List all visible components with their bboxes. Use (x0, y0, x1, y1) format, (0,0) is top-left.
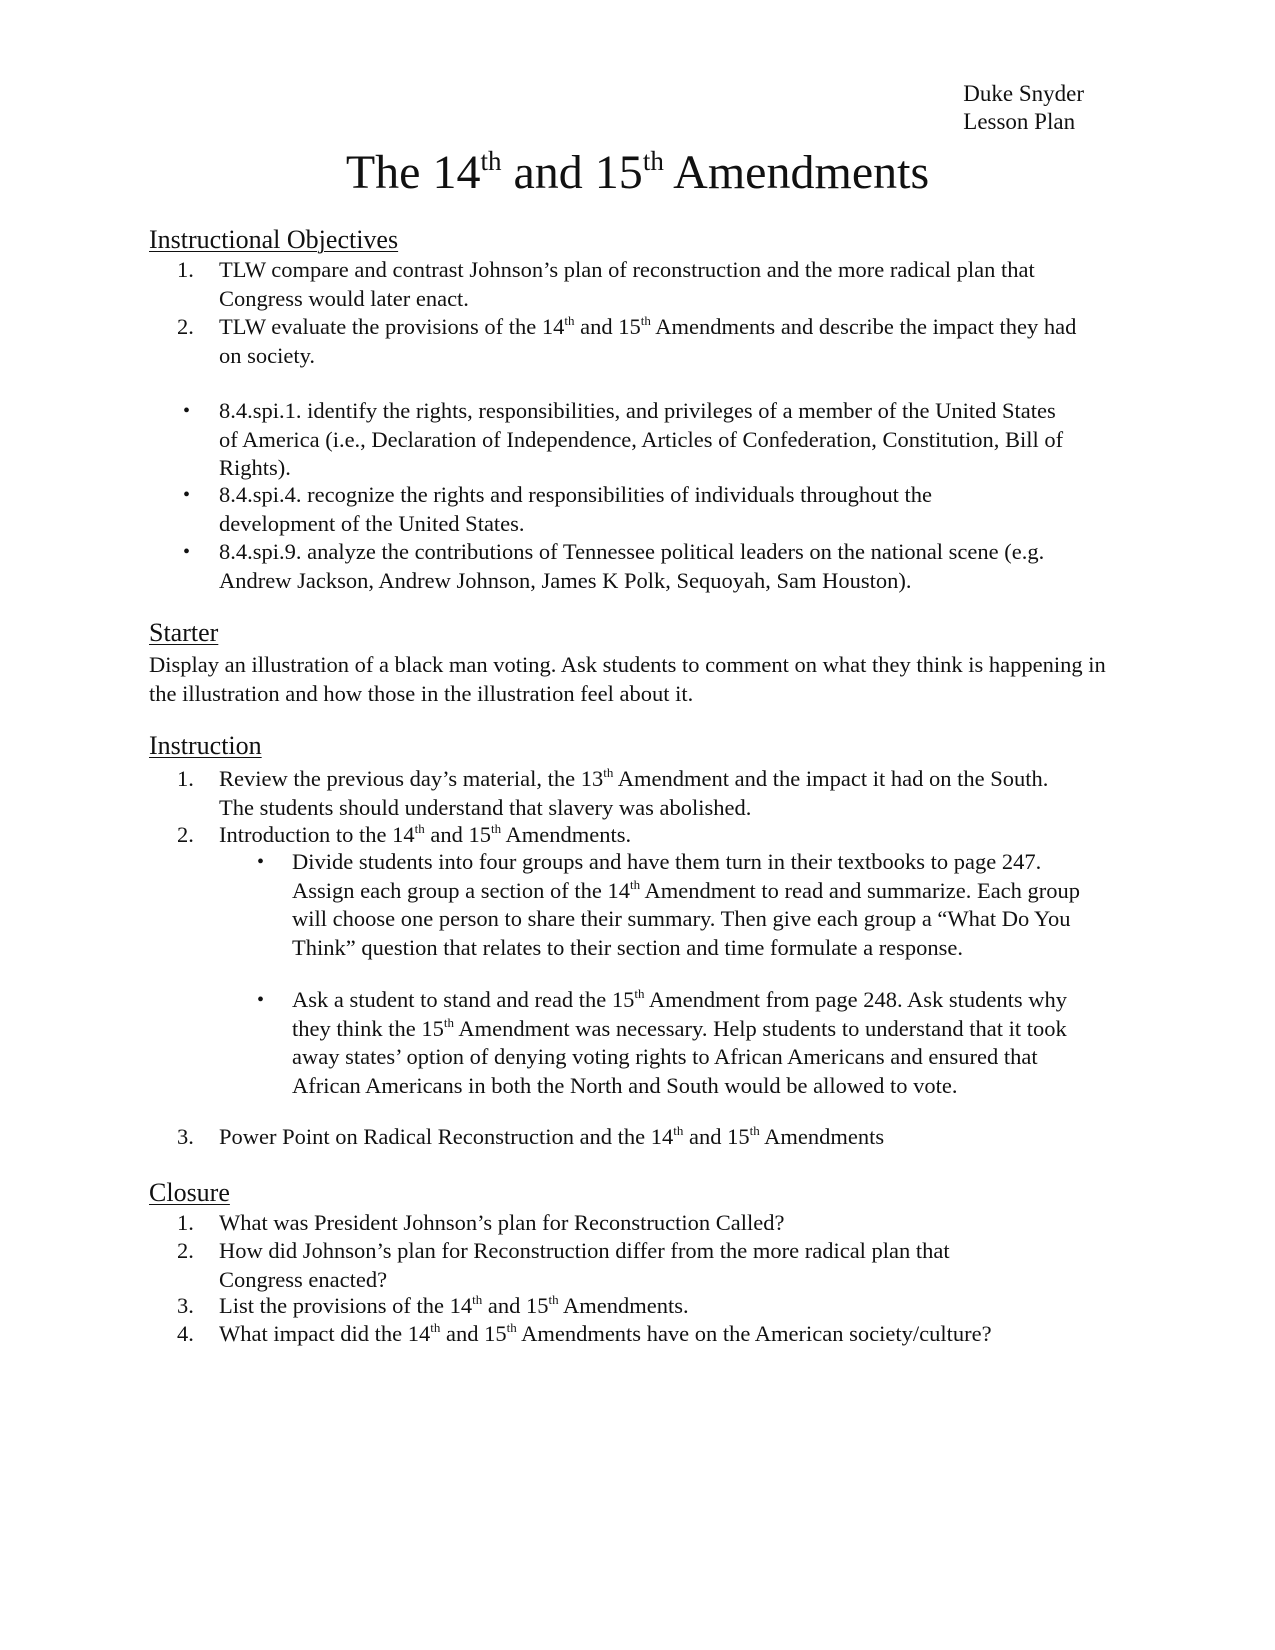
standard-text: 8.4.spi.9. analyze the contributions of Tennessee political leaders on the national scene (e.g. Andrew Jackson, Andrew Johnson, James K Polk, Sequoyah, Sam Houston). (219, 539, 1045, 593)
subitem-text: Amendment to read and summarize. Each group will choose one person to share their summary. Then give each group a “What Do You Think” question that relates to their section and time formulate a response. (292, 877, 1081, 960)
objectives-heading: Instructional Objectives (149, 225, 399, 254)
bullet-icon: • (257, 989, 265, 1011)
closure-item (177, 1237, 1019, 1294)
closure-text: Amendments. (558, 1293, 689, 1318)
bullet-icon: • (183, 484, 191, 506)
instruction-subitem (257, 848, 1102, 962)
document-type: Lesson Plan (963, 109, 1076, 134)
title-text: Amendments (663, 146, 930, 199)
ordinal-suffix: th (564, 313, 575, 328)
starter-heading: Starter (149, 618, 219, 647)
standard-item (183, 397, 1079, 483)
bullet-icon: • (183, 400, 191, 422)
subitem-text: Ask a student to stand and read the 15 (292, 987, 635, 1012)
instruction-text: and 15 (424, 822, 491, 847)
list-number: 1. (177, 766, 194, 791)
title-text: The 14 (345, 146, 481, 199)
instruction-item (177, 1123, 1079, 1152)
instruction-heading: Instruction (149, 731, 262, 760)
ordinal-suffix: th (506, 1320, 517, 1335)
instruction-text: and 15 (683, 1124, 750, 1149)
ordinal-suffix: th (414, 821, 425, 836)
closure-text: How did Johnson’s plan for Reconstruction differ from the more radical plan that Congress enacted? (219, 1238, 950, 1292)
ordinal-suffix: th (673, 1123, 684, 1138)
title-superscript: th (480, 146, 502, 176)
author-name: Duke Snyder (963, 81, 1084, 106)
objective-text: and 15 (574, 314, 641, 339)
list-number: 2. (177, 1238, 194, 1263)
list-number: 4. (177, 1321, 194, 1346)
bullet-icon: • (257, 851, 265, 873)
objective-text: TLW evaluate the provisions of the 14 (219, 314, 565, 339)
list-number: 3. (177, 1293, 194, 1318)
standard-text: 8.4.spi.4. recognize the rights and responsibilities of individuals throughout the development of the United States. (219, 482, 933, 536)
instruction-item (177, 821, 1079, 850)
instruction-subitem (257, 986, 1102, 1100)
list-number: 3. (177, 1124, 194, 1149)
subitem-text: Amendment was necessary. Help students to understand that it took away states’ option of denying voting rights to African Americans and ensured that African Americans in both the North and South would be allowed to vote. (292, 1015, 1067, 1098)
list-number: 1. (177, 257, 194, 282)
author-block (963, 80, 1084, 136)
instruction-text: Amendments (759, 1124, 885, 1149)
ordinal-suffix: th (749, 1123, 760, 1138)
subitem-text: Amendment from page 248. Ask students why they think the 15 (292, 987, 1068, 1041)
bullet-icon: • (183, 541, 191, 563)
title-text: and 15 (501, 146, 643, 199)
ordinal-suffix: th (634, 986, 645, 1001)
closure-item (177, 1292, 1079, 1321)
instruction-text: Power Point on Radical Reconstruction and the 14 (219, 1124, 674, 1149)
instruction-text: Introduction to the 14 (219, 822, 415, 847)
objective-item (177, 313, 1079, 370)
closure-text: and 15 (440, 1321, 507, 1346)
standard-item (183, 538, 1079, 595)
closure-item (177, 1320, 1099, 1349)
list-number: 2. (177, 314, 194, 339)
objective-text: TLW compare and contrast Johnson’s plan of reconstruction and the more radical plan that Congress would later enact. (219, 257, 1035, 311)
closure-text: List the provisions of the 14 (219, 1293, 473, 1318)
objective-text: Amendments and describe the impact they had on society. (219, 314, 1077, 368)
page-title (0, 143, 1275, 203)
ordinal-suffix: th (490, 821, 502, 836)
closure-item (177, 1209, 1079, 1238)
instruction-text: Amendments. (501, 822, 632, 847)
starter-text: Display an illustration of a black man voting. Ask students to comment on what they think is happening in the illustration and how those in the illustration feel about it. (149, 652, 1106, 706)
list-number: 2. (177, 822, 194, 847)
instruction-text: Amendment and the impact it had on the South. The students should understand that slavery was abolished. (219, 766, 1049, 820)
ordinal-suffix: th (603, 765, 614, 780)
closure-heading: Closure (149, 1178, 230, 1207)
instruction-text: Review the previous day’s material, the 13 (219, 766, 604, 791)
ordinal-suffix: th (430, 1320, 441, 1335)
objective-item (177, 256, 1079, 313)
closure-text: What impact did the 14 (219, 1321, 431, 1346)
ordinal-suffix: th (443, 1014, 454, 1030)
ordinal-suffix: th (640, 313, 651, 328)
closure-text: and 15 (482, 1293, 549, 1318)
list-number: 1. (177, 1210, 194, 1235)
standard-item (183, 481, 1019, 538)
ordinal-suffix: th (472, 1292, 483, 1307)
closure-text: What was President Johnson’s plan for Reconstruction Called? (219, 1210, 785, 1235)
title-superscript: th (642, 146, 664, 176)
instruction-item (177, 765, 1079, 822)
ordinal-suffix: th (548, 1292, 559, 1307)
standard-text: 8.4.spi.1. identify the rights, responsibilities, and privileges of a member of the United States of America (i.e., Declaration of Independence, Articles of Confederation, Constitution, Bill of Rights). (219, 398, 1064, 480)
subitem-text: Divide students into four groups and have them turn in their textbooks to page 247. Assign each group a section of the 14 (292, 849, 1042, 903)
closure-text: Amendments have on the American society/culture? (516, 1321, 992, 1346)
ordinal-suffix: th (630, 876, 641, 892)
